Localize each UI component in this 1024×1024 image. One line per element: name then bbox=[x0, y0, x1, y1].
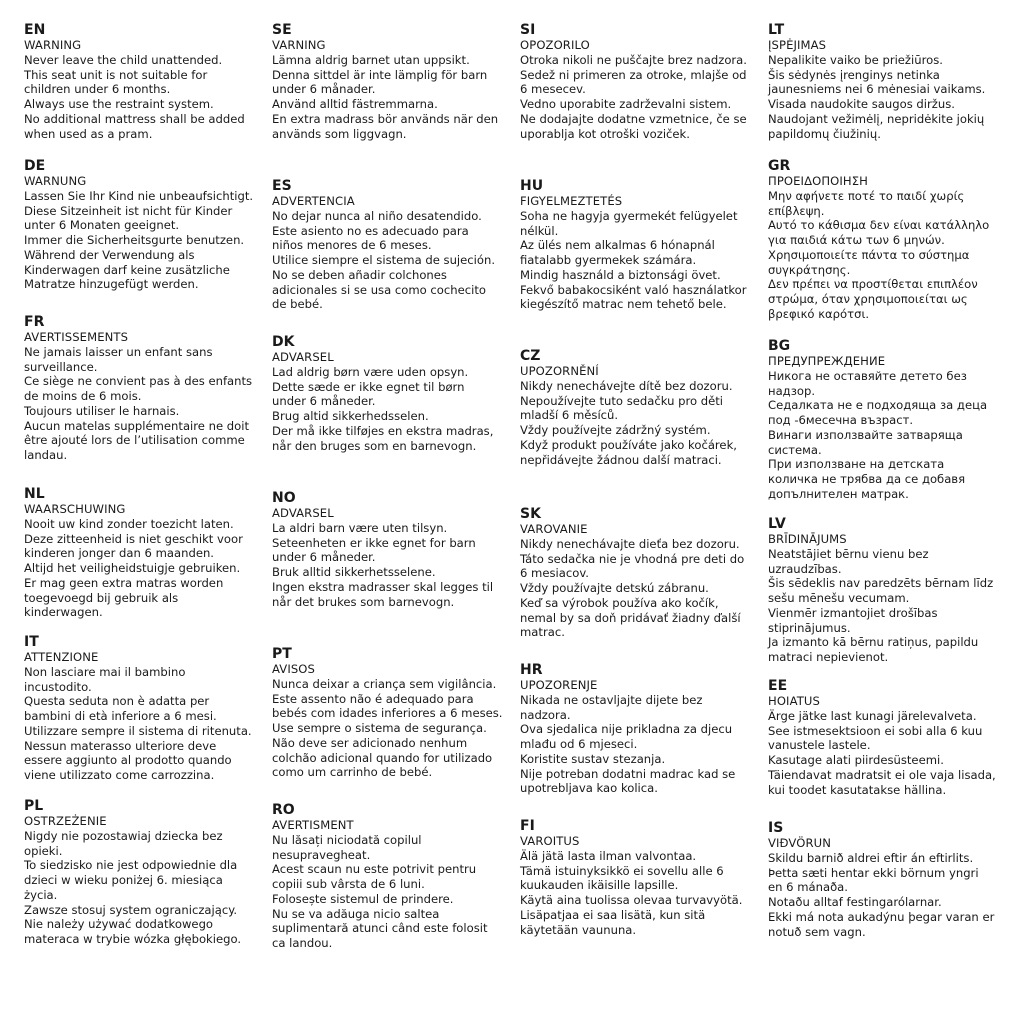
language-code: GR bbox=[768, 158, 791, 174]
warning-text: Otroka nikoli ne puščajte brez nadzora. Sedež ni primeren za otroke, mlajše od 6 mesecev. Vedno uporabite zadrževalni sistem. Ne dodajajte dodatne vzmetnice, če se uporablja kot otroški voziček. bbox=[520, 53, 747, 141]
language-code: DE bbox=[24, 158, 46, 174]
warning-text: Soha ne hagyja gyermekét felügyelet nélkül. Az ülés nem alkalmas 6 hónapnál fiatalabb gyermekek számára. Mindig használd a biztonsági övet. Fekvő babakocsiként való használatkor kiegészítő matrac nem tehető bele. bbox=[520, 209, 747, 312]
language-code: SE bbox=[272, 22, 292, 38]
language-code: EE bbox=[768, 678, 788, 694]
language-code: RO bbox=[272, 802, 295, 818]
section-lv bbox=[768, 516, 1008, 665]
language-code: NL bbox=[24, 486, 45, 502]
warning-heading: ΠΡΟΕΙΔΟΠΟΙΗΣΗ bbox=[768, 174, 868, 188]
warning-text: Μην αφήνετε ποτέ το παιδί χωρίς επίβλεψη. Αυτό το κάθισμα δεν είναι κατάλληλο για παιδιά κάτω των 6 μηνών. Χρησιμοποιείτε πάντα το σύστημα συγκράτησης. Δεν πρέπει να προστίθεται επιπλέον στρώμα, όταν χρησιμοποιείται ως βρεφικό καρότσι. bbox=[768, 189, 990, 321]
section-ro bbox=[272, 802, 512, 951]
language-code: EN bbox=[24, 22, 46, 38]
section-fi bbox=[520, 818, 760, 937]
warning-heading: ĮSPĖJIMAS bbox=[768, 38, 827, 52]
warning-heading: ADVARSEL bbox=[272, 350, 334, 364]
section-no bbox=[272, 490, 512, 609]
section-it bbox=[24, 634, 264, 783]
language-code: IS bbox=[768, 820, 784, 836]
language-code: LT bbox=[768, 22, 785, 38]
warning-heading: VAROITUS bbox=[520, 834, 580, 848]
language-code: SK bbox=[520, 506, 541, 522]
warning-text: Lämna aldrig barnet utan uppsikt. Denna sittdel är inte lämplig för barn under 6 månader. Använd alltid fästremmarna. En extra madrass bör används när den används som liggvagn. bbox=[272, 53, 499, 141]
language-code: ES bbox=[272, 178, 292, 194]
warning-text: Skildu barnið aldrei eftir án eftirlits. Þetta sæti hentar ekki börnum yngri en 6 mánaða. Notaðu alltaf festingarólarnar. Ekki má nota aukadýnu þegar varan er notuð sem vagn. bbox=[768, 851, 995, 939]
section-is bbox=[768, 820, 1008, 939]
warning-heading: OSTRZEŻENIE bbox=[24, 814, 107, 828]
warning-heading: VIÐVÖRUN bbox=[768, 836, 831, 850]
language-code: PL bbox=[24, 798, 44, 814]
language-code: BG bbox=[768, 338, 791, 354]
language-code: IT bbox=[24, 634, 39, 650]
language-code: SI bbox=[520, 22, 536, 38]
language-code: PT bbox=[272, 646, 292, 662]
warning-heading: BRĪDINĀJUMS bbox=[768, 532, 847, 546]
language-code: NO bbox=[272, 490, 296, 506]
warning-text: Lassen Sie Ihr Kind nie unbeaufsichtigt. Diese Sitzeinheit ist nicht für Kinder unter 6 Monaten geeignet. Immer die Sicherheitsgurte benutzen. Während der Verwendung als Kinderwagen darf keine zusätzliche Matratze hinzugefügt werden. bbox=[24, 189, 254, 292]
warning-text: La aldri barn være uten tilsyn. Seteenheten er ikke egnet for barn under 6 måneder. Bruk alltid sikkerhetsselene. Ingen ekstra madrasser skal legges til når det brukes som barnevogn. bbox=[272, 521, 494, 609]
section-fr bbox=[24, 314, 264, 463]
warning-heading: ATTENZIONE bbox=[24, 650, 99, 664]
section-lt bbox=[768, 22, 1008, 141]
section-pt bbox=[272, 646, 512, 780]
warning-text: No dejar nunca al niño desatendido. Este asiento no es adecuado para niños menores de 6 meses. Utilice siempre el sistema de sujeción. No se deben añadir colchones adicionales si se usa como cochecito de bebé. bbox=[272, 209, 496, 312]
warning-text: Nikdy nenechávajte dieťa bez dozoru. Táto sedačka nie je vhodná pre deti do 6 mesiacov. Vždy používajte detskú zábranu. Keď sa výrobok používa ako kočík, nemal by sa doň pridávať žiadny ďalší matrac. bbox=[520, 537, 745, 640]
warning-text: Nunca deixar a criança sem vigilância. Este assento não é adequado para bebés com idades inferiores a 6 meses. Use sempre o sistema de segurança. Não deve ser adicionado nenhum colchão adicional quando for utilizado como um carrinho de bebé. bbox=[272, 677, 503, 780]
language-code: HU bbox=[520, 178, 544, 194]
warning-heading: ADVERTENCIA bbox=[272, 194, 355, 208]
section-pl bbox=[24, 798, 264, 947]
warning-heading: ПРЕДУПРЕЖДЕНИЕ bbox=[768, 354, 886, 368]
warning-text: Non lasciare mai il bambino incustodito. Questa seduta non è adatta per bambini di età inferiore a 6 mesi. Utilizzare sempre il sistema di ritenuta. Nessun materasso ulteriore deve essere aggiunto al prodotto quando viene utilizzato come carrozzina. bbox=[24, 665, 252, 782]
warning-heading: UPOZORNĚNÍ bbox=[520, 364, 599, 378]
warning-heading: AVERTISSEMENTS bbox=[24, 330, 129, 344]
warning-text: Lad aldrig børn være uden opsyn. Dette sæde er ikke egnet til børn under 6 måneder. Brug altid sikkerhedsselen. Der må ikke tilføjes en ekstra madras, når den bruges som en barnevogn. bbox=[272, 365, 494, 453]
warning-text: Nigdy nie pozostawiaj dziecka bez opieki. To siedzisko nie jest odpowiednie dla dzieci w wieku poniżej 6. miesiąca życia. Zawsze stosuj system ograniczający. Nie należy używać dodatkowego materaca w trybie wózka głębokiego. bbox=[24, 829, 242, 946]
language-code: DK bbox=[272, 334, 295, 350]
section-es bbox=[272, 178, 512, 312]
warning-heading: FIGYELMEZTETÉS bbox=[520, 194, 623, 208]
section-bg bbox=[768, 338, 1008, 501]
warning-text: Neatstājiet bērnu vienu bez uzraudzības. Šis sēdeklis nav paredzēts bērnam līdz sešu mēnešu vecumam. Vienmēr izmantojiet drošības stiprinājumus. Ja izmanto kā bērnu ratiņus, papildu matraci nepievienot. bbox=[768, 547, 994, 664]
section-hr bbox=[520, 662, 760, 796]
warning-heading: ADVARSEL bbox=[272, 506, 334, 520]
section-sk bbox=[520, 506, 760, 640]
section-se bbox=[272, 22, 512, 141]
warning-text: Ne jamais laisser un enfant sans surveillance. Ce siège ne convient pas à des enfants de moins de 6 mois. Toujours utiliser le harnais. Aucun matelas supplémentaire ne doit être ajouté lors de l’utilisation comme landau. bbox=[24, 345, 253, 462]
language-code: LV bbox=[768, 516, 786, 532]
section-gr bbox=[768, 158, 1008, 321]
warning-text: Älä jätä lasta ilman valvontaa. Tämä istuinyksikkö ei sovellu alle 6 kuukauden ikäisille lapsille. Käytä aina tuolissa olevaa turvavyötä. Lisäpatjaa ei saa lisätä, kun sitä käytetään vaununa. bbox=[520, 849, 743, 937]
section-de bbox=[24, 158, 264, 292]
warning-heading: WARNUNG bbox=[24, 174, 87, 188]
section-cz bbox=[520, 348, 760, 467]
warning-heading: UPOZORENJE bbox=[520, 678, 598, 692]
language-code: FI bbox=[520, 818, 535, 834]
warning-text: Nepalikite vaiko be priežiūros. Šis sėdynės įrenginys netinka jaunesniems nei 6 mėnesiai vaikams. Visada naudokite saugos diržus. Naudojant vežimėlį, nepridėkite jokių papildomų čiužinių. bbox=[768, 53, 986, 141]
warning-heading: WARNING bbox=[24, 38, 82, 52]
language-code: HR bbox=[520, 662, 543, 678]
warning-text: Nooit uw kind zonder toezicht laten. Deze zitteenheid is niet geschikt voor kinderen jonger dan 6 maanden. Altijd het veiligheidstuigje gebruiken. Er mag geen extra matras worden toegevoegd bij gebruik als kinderwagen. bbox=[24, 517, 243, 620]
language-code: CZ bbox=[520, 348, 541, 364]
section-hu bbox=[520, 178, 760, 312]
warning-heading: AVERTISMENT bbox=[272, 818, 354, 832]
warning-heading: OPOZORILO bbox=[520, 38, 590, 52]
section-nl bbox=[24, 486, 264, 620]
warning-heading: VARNING bbox=[272, 38, 326, 52]
warning-heading: VAROVANIE bbox=[520, 522, 588, 536]
language-code: FR bbox=[24, 314, 45, 330]
warning-text: Ärge jätke last kunagi järelevalveta. See istmesektsioon ei sobi alla 6 kuu vanustele lastele. Kasutage alati piirdesüsteemi. Täiendavat madratsit ei ole vaja lisada, kui toodet kasutatakse hällina. bbox=[768, 709, 996, 797]
warning-heading: AVISOS bbox=[272, 662, 315, 676]
warning-text: Never leave the child unattended. This seat unit is not suitable for children under 6 months. Always use the restraint system. No additional mattress shall be added when used as a pram. bbox=[24, 53, 245, 141]
warning-text: Nikdy nenechávejte dítě bez dozoru. Nepoužívejte tuto sedačku pro děti mladší 6 měsíců. Vždy používejte zádržný systém. Když produkt používáte jako kočárek, nepřidávejte žádnou další matraci. bbox=[520, 379, 737, 467]
section-ee bbox=[768, 678, 1008, 797]
warning-heading: HOIATUS bbox=[768, 694, 820, 708]
section-en bbox=[24, 22, 264, 141]
warning-text: Nikada ne ostavljajte dijete bez nadzora. Ova sjedalica nije prikladna za djecu mlađu od 6 mjeseci. Koristite sustav stezanja. Nije potreban dodatni madrac kad se upotrebljava kao kolica. bbox=[520, 693, 736, 796]
section-si bbox=[520, 22, 760, 141]
warning-text: Nu lăsați niciodată copilul nesupravegheat. Acest scaun nu este potrivit pentru copiii sub vârsta de 6 luni. Folosește sistemul de prindere. Nu se va adăuga nicio saltea suplimentară atunci când este folosit ca landou. bbox=[272, 833, 488, 950]
warning-text: Никога не оставяйте детето без надзор. Седалката не е подходяща за деца под -6месечна възраст. Винаги използвайте затваряща система. При използване на детската количка не трябва да се добавя допълнителен матрак. bbox=[768, 369, 988, 501]
warning-heading: WAARSCHUWING bbox=[24, 502, 126, 516]
section-dk bbox=[272, 334, 512, 453]
